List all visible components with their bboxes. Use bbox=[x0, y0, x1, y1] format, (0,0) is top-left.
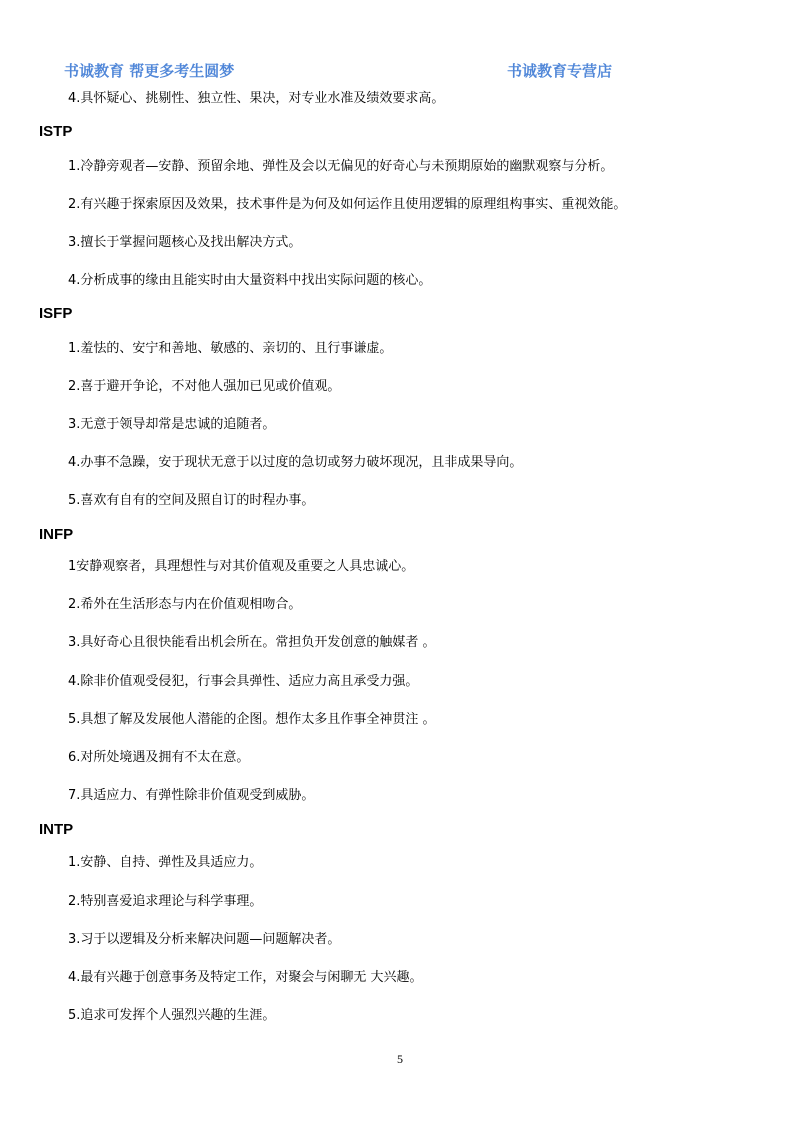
section-infp bbox=[39, 526, 436, 803]
section-title: INTP bbox=[39, 821, 74, 838]
list-item: 2.希外在生活形态与内在价值观相吻合。 bbox=[68, 597, 302, 612]
list-item: 1安静观察者，具理想性与对其价值观及重要之人具忠诚心。 bbox=[68, 559, 415, 574]
page-number: 5 bbox=[397, 1052, 403, 1066]
header-right-text: 书诚教育专营店 bbox=[507, 62, 613, 80]
list-item: 7.具适应力、有弹性除非价值观受到威胁。 bbox=[68, 788, 315, 803]
list-item: 4.最有兴趣于创意事务及特定工作，对聚会与闲聊无 大兴趣。 bbox=[68, 970, 423, 985]
page-header bbox=[64, 60, 624, 82]
list-item: 4.分析成事的缘由且能实时由大量资料中找出实际问题的核心。 bbox=[68, 273, 432, 288]
list-item: 4.办事不急躁，安于现状无意于以过度的急切或努力破坏现况，且非成果导向。 bbox=[68, 455, 523, 470]
list-item: 3.具好奇心且很快能看出机会所在。常担负开发创意的触媒者 。 bbox=[68, 635, 436, 650]
section-title: ISTP bbox=[39, 123, 73, 140]
continued-item: 4.具怀疑心、挑剔性、独立性、果决，对专业水准及绩效要求高。 bbox=[68, 91, 445, 106]
list-item: 2.喜于避开争论，不对他人强加已见或价值观。 bbox=[68, 379, 341, 394]
list-item: 3.无意于领导却常是忠诚的追随者。 bbox=[68, 417, 276, 432]
section-istp bbox=[39, 123, 627, 288]
section-title: INFP bbox=[39, 526, 74, 543]
list-item: 1.冷静旁观者—安静、预留余地、弹性及会以无偏见的好奇心与未预期原始的幽默观察与分析。 bbox=[68, 159, 614, 174]
header-left-text: 书诚教育 帮更多考生圆梦 bbox=[64, 62, 235, 80]
list-item: 1.安静、自持、弹性及具适应力。 bbox=[68, 855, 263, 870]
list-item: 3.习于以逻辑及分析来解决问题—问题解决者。 bbox=[68, 932, 341, 947]
list-item: 1.羞怯的、安宁和善地、敏感的、亲切的、且行事谦虚。 bbox=[68, 341, 393, 356]
list-item: 3.擅长于掌握问题核心及找出解决方式。 bbox=[68, 235, 302, 250]
list-item: 6.对所处境遇及拥有不太在意。 bbox=[68, 750, 250, 765]
list-item: 5.追求可发挥个人强烈兴趣的生涯。 bbox=[68, 1008, 276, 1023]
section-isfp bbox=[39, 305, 523, 508]
list-item: 2.特别喜爱追求理论与科学事理。 bbox=[68, 894, 263, 909]
list-item: 2.有兴趣于探索原因及效果，技术事件是为何及如何运作且使用逻辑的原理组构事实、重视效能。 bbox=[68, 197, 627, 212]
list-item: 4.除非价值观受侵犯，行事会具弹性、适应力高且承受力强。 bbox=[68, 674, 419, 689]
list-item: 5.具想了解及发展他人潜能的企图。想作太多且作事全神贯注 。 bbox=[68, 712, 436, 727]
section-intp bbox=[39, 821, 423, 1023]
list-item: 5.喜欢有自有的空间及照自订的时程办事。 bbox=[68, 493, 315, 508]
section-title: ISFP bbox=[39, 305, 73, 322]
